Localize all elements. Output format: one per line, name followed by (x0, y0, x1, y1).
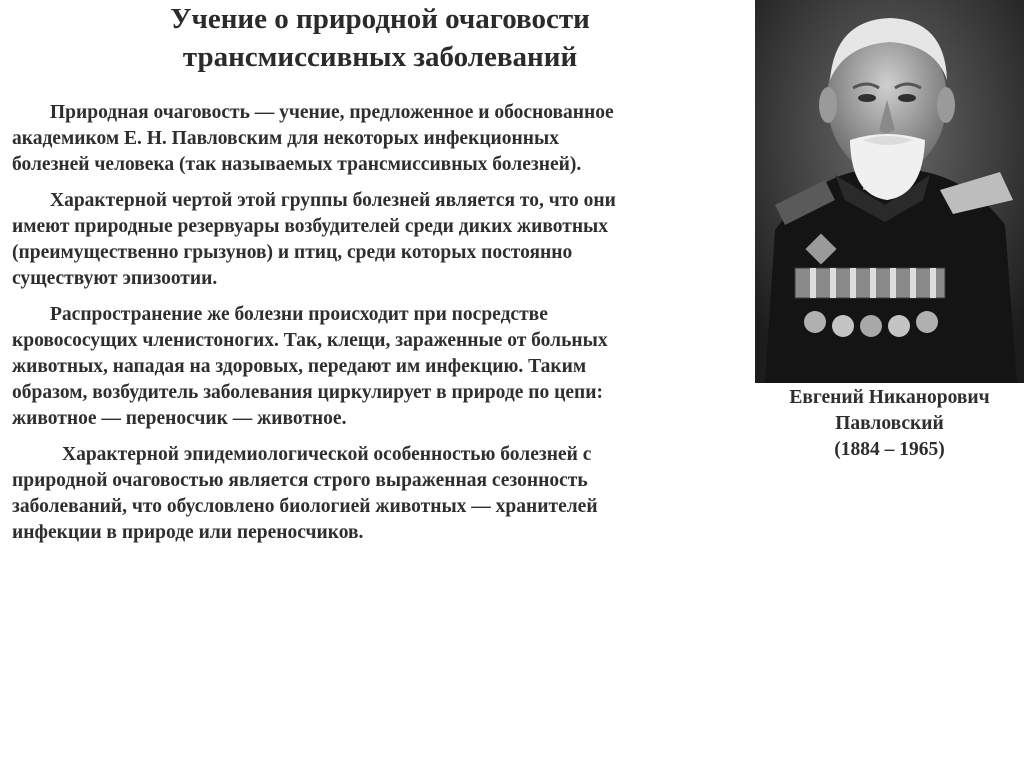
paragraph-line: образом, возбудитель заболевания циркулирует в природе по цепи: (12, 382, 603, 403)
slide-body (12, 100, 742, 556)
paragraph-line: Характерной эпидемиологической особенностью болезней с (62, 444, 592, 465)
portrait-caption (755, 385, 1024, 463)
paragraph-seasonality (12, 442, 742, 546)
portrait-photo (755, 0, 1024, 383)
paragraph-line: существуют эпизоотии. (12, 268, 218, 289)
paragraph-line: Природная очаговость — учение, предложенное и обоснованное (50, 102, 614, 123)
paragraph-line: заболеваний, что обусловлено биологией животных — хранителей (12, 496, 598, 517)
slide-title (20, 0, 740, 76)
title-line: Учение о природной очаговости (170, 3, 590, 35)
paragraph-line: инфекции в природе или переносчиков. (12, 522, 364, 543)
paragraph-line: природной очаговостью является строго выраженная сезонность (12, 470, 588, 491)
paragraph-line: животное — переносчик — животное. (12, 408, 347, 429)
caption-first-name: Евгений Никанорович (789, 387, 990, 408)
paragraph-line: кровососущих членистоногих. Так, клещи, зараженные от больных (12, 330, 608, 351)
paragraph-line: животных, нападая на здоровых, передают им инфекцию. Таким (12, 356, 587, 377)
paragraph-transmission (12, 302, 742, 432)
paragraph-line: имеют природные резервуары возбудителей среди диких животных (12, 216, 609, 237)
paragraph-reservoirs (12, 188, 742, 292)
portrait-illustration (755, 0, 1024, 383)
paragraph-line: (преимущественно грызунов) и птиц, среди которых постоянно (12, 242, 573, 263)
caption-surname: Павловский (835, 413, 944, 434)
paragraph-line: болезней человека (так называемых трансмиссивных болезней). (12, 154, 582, 175)
paragraph-line: Распространение же болезни происходит при посредстве (50, 304, 548, 325)
title-line: трансмиссивных заболеваний (182, 41, 578, 73)
paragraph-natural-focality (12, 100, 742, 178)
paragraph-line: академиком Е. Н. Павловским для некоторых инфекционных (12, 128, 559, 149)
paragraph-line: Характерной чертой этой группы болезней является то, что они (50, 190, 616, 211)
caption-years: (1884 – 1965) (834, 439, 945, 460)
